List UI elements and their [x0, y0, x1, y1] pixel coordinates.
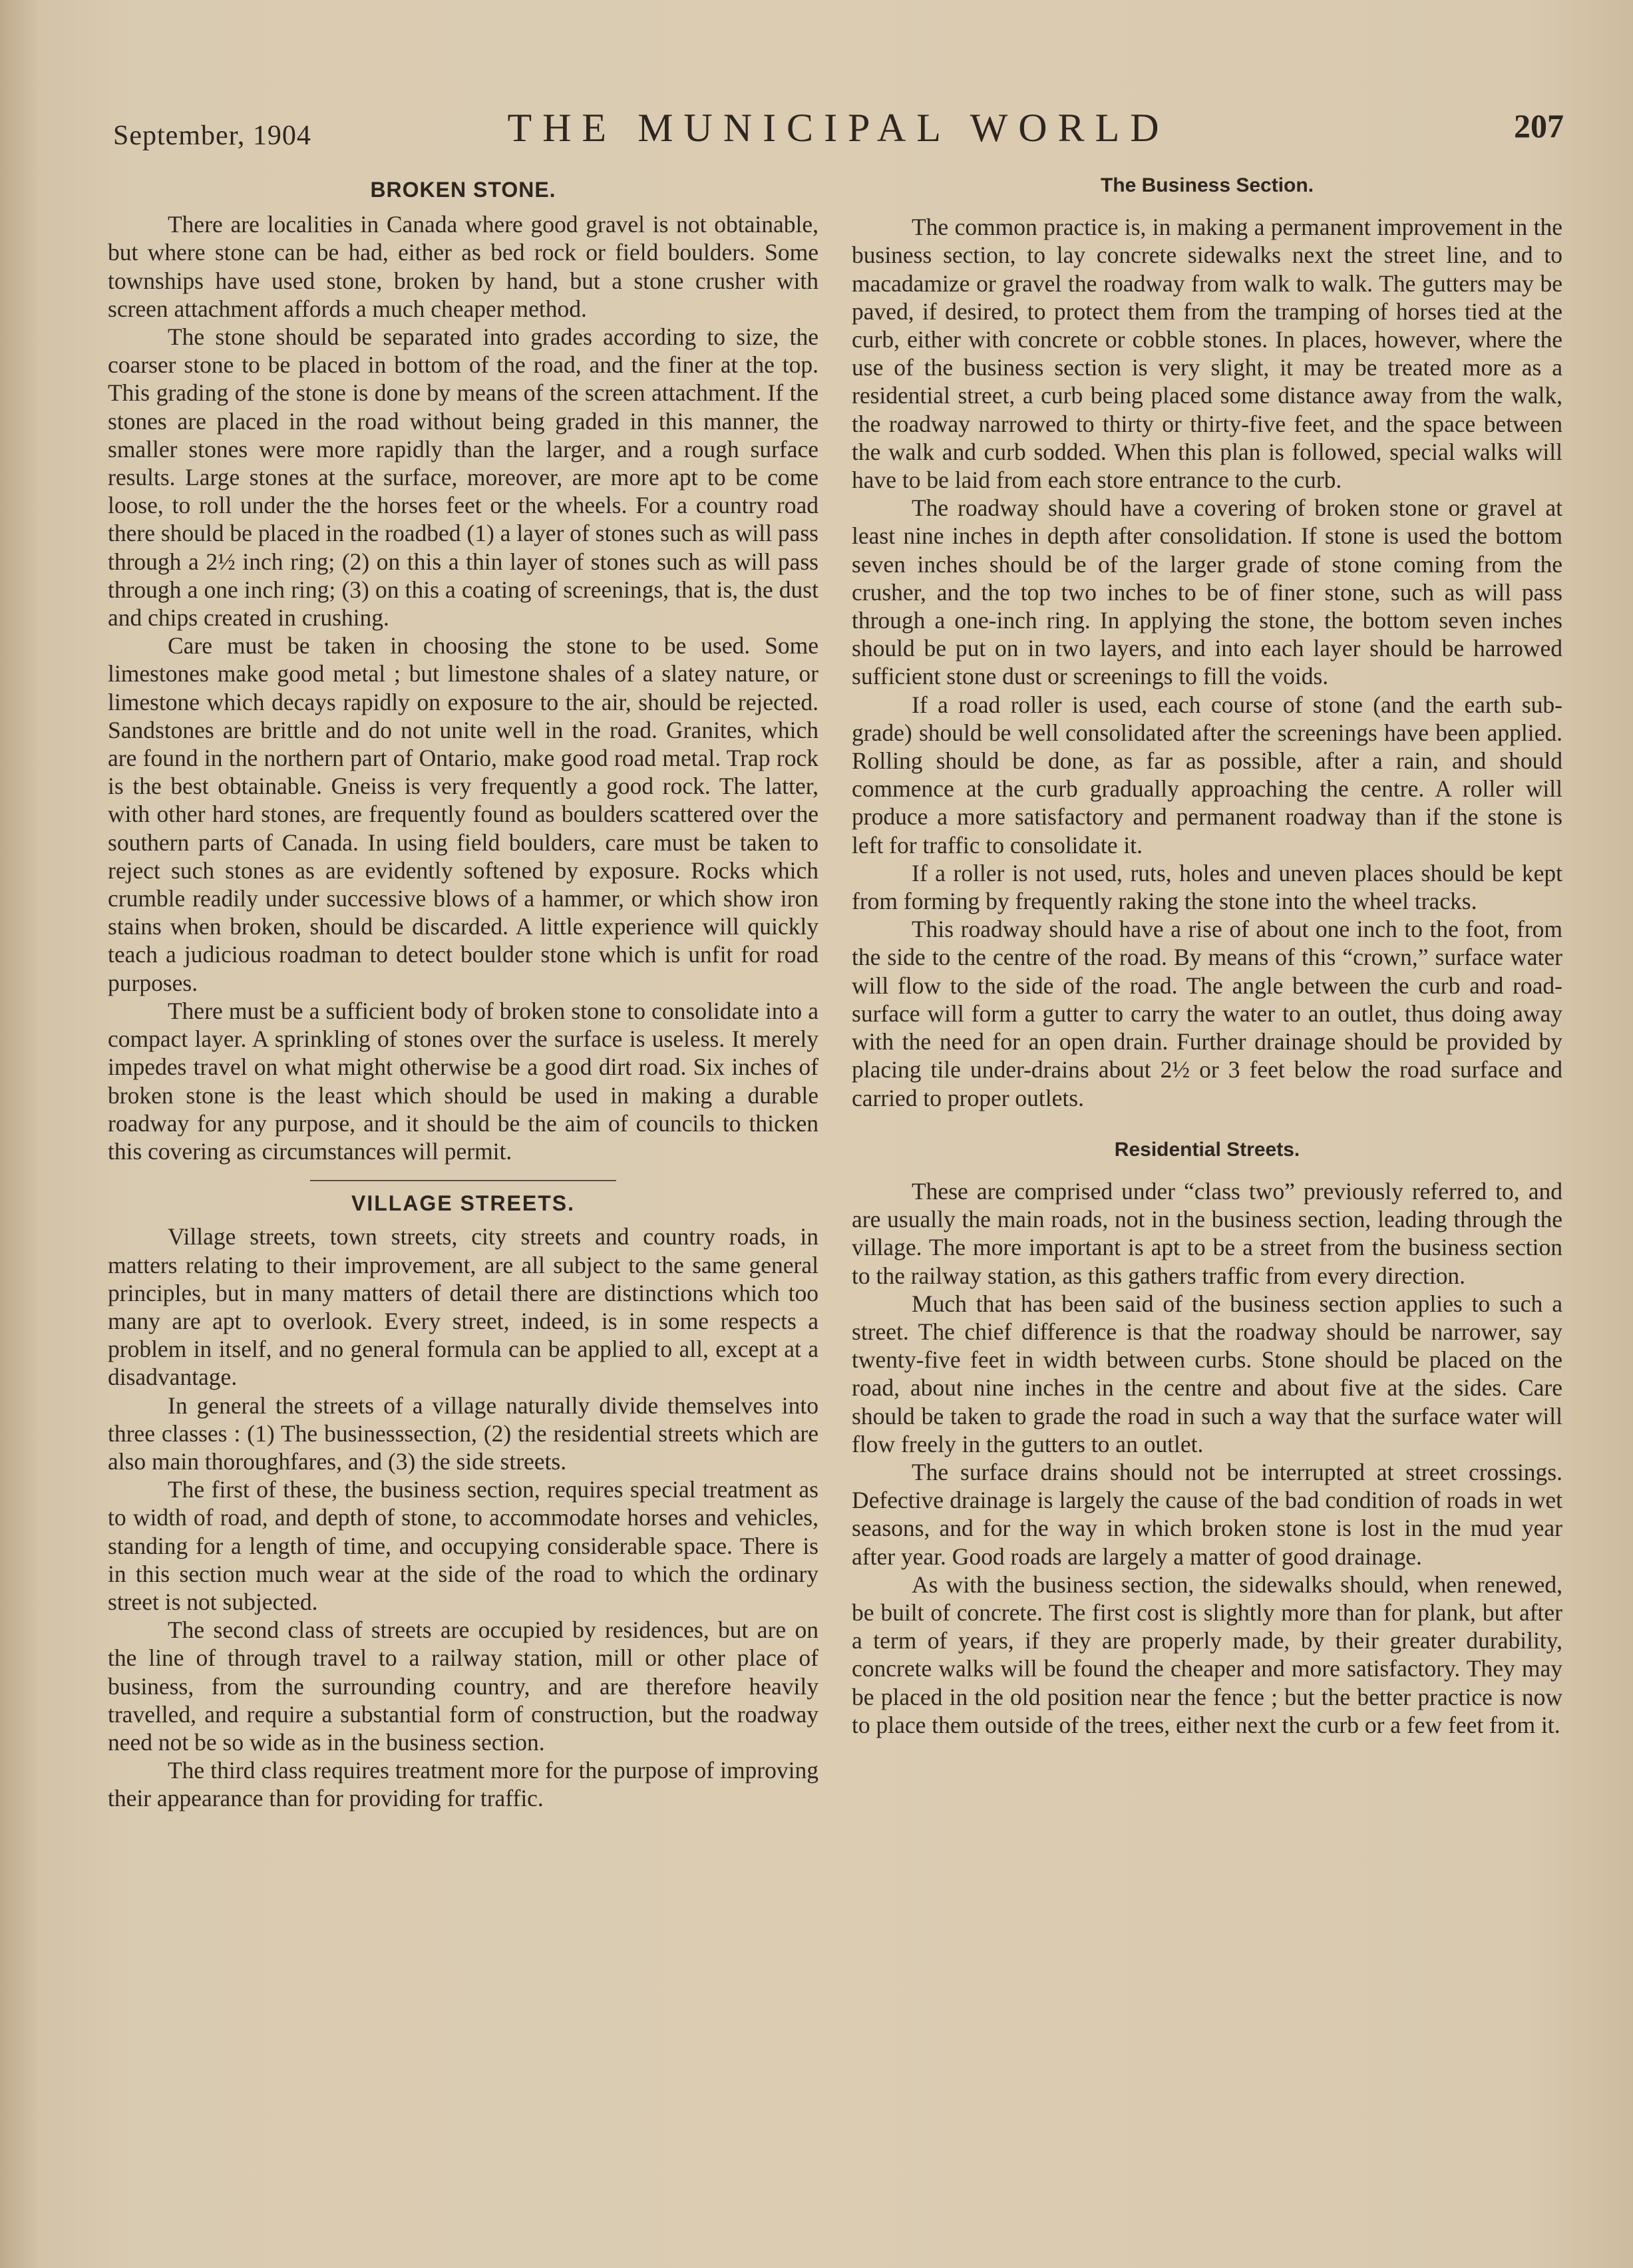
- paragraph: As with the business section, the sidewalks should, when renewed, be built of concrete. The first cost is slightly more than for plank, but after a term of years, if they are properly made, by their greater durability, concrete walks will be found the cheaper and more satisfactory. They may be placed in the old position near the fence ; but the better practice is now to place them outside of the trees, either next the curb or a few feet from it.: [852, 1571, 1562, 1738]
- subheading-residential-streets: Residential Streets.: [1114, 1138, 1300, 1161]
- paragraph: If a road roller is used, each course of stone (and the earth sub-grade) should be well consolidated after the screenings have been applied. Rolling should be done, as far as possible, after a rain, and should commence at the curb gradually approaching the centre. A roller will produce a more satisfactory and permanent roadway than if the stone is left for traffic to consolidate it.: [852, 691, 1562, 858]
- paragraph: These are comprised under “class two” previously referred to, and are usually the main roads, not in the business section, leading through the village. The more important is apt to be a street from the business section to the railway station, as this gathers traffic from every direction.: [852, 1177, 1562, 1289]
- right-column: [852, 172, 1562, 1739]
- publication-title: THE MUNICIPAL WORLD: [507, 106, 1170, 150]
- paragraph: The third class requires treatment more for the purpose of improving their appearance than for providing for traffic.: [108, 1757, 818, 1812]
- paragraph: The surface drains should not be interrupted at street crossings. Defective drainage is largely the cause of the bad condition of roads in wet seasons, and for the way in which broken stone is lost in the mud year after year. Good roads are largely a matter of good drainage.: [852, 1458, 1562, 1570]
- section-heading-broken-stone: BROKEN STONE.: [370, 178, 556, 202]
- paragraph: There must be a sufficient body of broken stone to consolidate into a compact layer. A sprinkling of stones over the surface is useless. It merely impedes travel on what might otherwise be a good dirt road. Six inches of broken stone is the least which should be used in making a durable roadway for any purpose, and it should be the aim of councils to thicken this covering as circumstances will permit.: [108, 997, 818, 1165]
- paragraph: There are localities in Canada where good gravel is not obtainable, but where stone can be had, either as bed rock or field boulders. Some townships have used stone, broken by hand, but a stone crusher with screen attachment affords a much cheaper method.: [108, 211, 818, 322]
- paragraph: The roadway should have a covering of broken stone or gravel at least nine inches in depth after consolidation. If stone is used the bottom seven inches should be of the larger grade of stone coming from the crusher, and the top two inches to be of finer stone, such as will pass through a one-inch ring. In applying the stone, the bottom seven inches should be put on in two layers, and into each layer should be harrowed sufficient stone dust or screenings to fill the voids.: [852, 494, 1562, 690]
- paragraph: The second class of streets are occupied by residences, but are on the line of through travel to a railway station, mill or other place of business, from the surrounding country, and are therefore heavily travelled, and require a substantial form of construction, but the roadway need not be so wide as in the business section.: [108, 1616, 818, 1756]
- paragraph: Care must be taken in choosing the stone to be used. Some limestones make good metal ; but limestone shales of a slatey nature, or limestone which decays rapidly on exposure to the air, should be rejected. Sandstones are brittle and do not unite well in the road. Granites, which are found in the northern part of Ontario, make good road metal. Trap rock is the best obtainable. Gneiss is very frequently a good rock. The latter, with other hard stones, are frequently found as boulders scattered over the southern parts of Canada. In using field boulders, care must be taken to reject such stones as are evidently softened by exposure. Rocks which crumble readily under successive blows of a hammer, or which show iron stains when broken, should be discarded. A little experience will quickly teach a judicious roadman to detect boulder stone which is unfit for road purposes.: [108, 632, 818, 996]
- issue-date: September, 1904: [113, 120, 311, 151]
- paragraph: The stone should be separated into grades according to size, the coarser stone to be placed in bottom of the road, and the finer at the top. This grading of the stone is done by means of the screen attachment. If the stones are placed in the road without being graded in this manner, the smaller stones were more rapidly than the larger, and a rough surface results. Large stones at the surface, moreover, are more apt to be come loose, to roll under the the horses feet or the wheels. For a country road there should be placed in the roadbed (1) a layer of stones such as will pass through a 2½ inch ring; (2) on this a thin layer of stones such as will pass through a one inch ring; (3) on this a coating of screenings, that is, the dust and chips created in crushing.: [108, 323, 818, 632]
- page-number: 207: [1514, 107, 1564, 144]
- paragraph: The first of these, the business section, requires special treatment as to width of road, and depth of stone, to accommodate horses and vehicles, standing for a length of time, and occupying considerable space. There is in this section much wear at the side of the road to which the ordinary street is not subjected.: [108, 1476, 818, 1615]
- section-heading-village-streets: [108, 1180, 818, 1217]
- paragraph: If a roller is not used, ruts, holes and uneven places should be kept from forming by frequently raking the stone into the wheel tracks.: [852, 859, 1562, 915]
- paragraph: Much that has been said of the business section applies to such a street. The chief difference is that the roadway should be narrower, say twenty-five feet in width between curbs. Stone should be placed on the road, about nine inches in the centre and about five at the sides. Care should be taken to grade the road in such a way that the surface water will flow freely in the gutters to an outlet.: [852, 1290, 1562, 1457]
- page-header: [113, 100, 1564, 160]
- paragraph: This roadway should have a rise of about one inch to the foot, from the side to the centre of the road. By means of this “crown,” surface water will flow to the side of the road. The angle between the curb and road-surface will form a gutter to carry the water to an outlet, thus doing away with the need for an open drain. Further drainage should be provided by placing tile under-drains about 2½ or 3 feet below the road surface and carried to proper outlets.: [852, 916, 1562, 1111]
- subheading-business-section: The Business Section.: [1100, 174, 1314, 196]
- left-column: [108, 172, 818, 1813]
- village-heading-text: VILLAGE STREETS.: [351, 1191, 576, 1216]
- heading-rule: [310, 1180, 616, 1181]
- paragraph: In general the streets of a village naturally divide themselves into three classes : (1) The businesssection, (2) the residential streets which are also main thoroughfares, and (3) the side streets.: [108, 1392, 818, 1475]
- paragraph: Village streets, town streets, city streets and country roads, in matters relating to their improvement, are all subject to the same general principles, but in many matters of detail there are distinctions which too many are apt to overlook. Every street, indeed, is in some respects a problem in itself, and no general formula can be applied to all, except at a disadvantage.: [108, 1223, 818, 1391]
- paragraph: The common practice is, in making a permanent improvement in the business section, to lay concrete sidewalks next the street line, and to macadamize or gravel the roadway from walk to walk. The gutters may be paved, if desired, to protect them from the tramping of horses tied at the curb, either with concrete or cobble stones. In places, however, where the use of the business section is very slight, it may be treated more as a residential street, a curb being placed some distance away from the walk, the roadway narrowed to thirty or thirty-five feet, and the space between the walk and curb sodded. When this plan is followed, special walks will have to be laid from each store entrance to the curb.: [852, 214, 1562, 494]
